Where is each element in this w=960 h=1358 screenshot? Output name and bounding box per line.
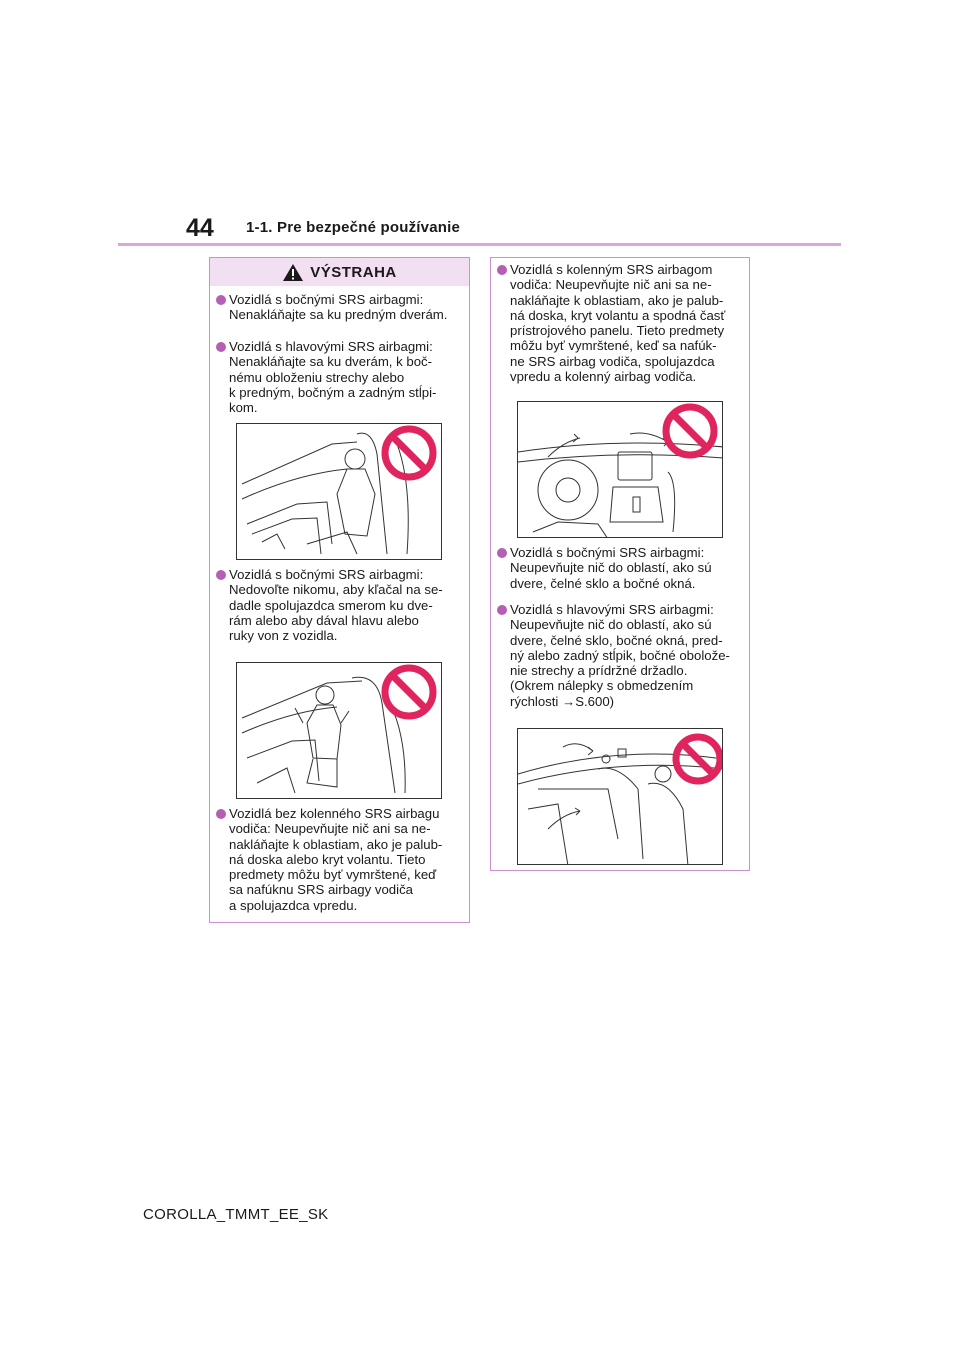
bullet-dot-icon [216,295,226,305]
footer-doc-code: COROLLA_TMMT_EE_SK [143,1206,329,1223]
bullet-dot-icon [497,265,507,275]
warning-box-right [490,257,750,871]
warning-header [210,258,469,286]
prohibited-sign-icon [385,668,433,716]
warning-box-left [209,257,470,923]
list-item-text: Vozidlá s bočnými SRS airbagmi: Nenakláňajte sa ku predným dverám. [229,292,448,323]
bullet-dot-icon [216,570,226,580]
bullet-dot-icon [497,548,507,558]
illustration-dashboard [517,401,723,538]
list-item [216,806,466,913]
list-item [216,339,466,415]
warning-title: VÝSTRAHA [310,263,397,281]
illustration-kneeling-seat [236,662,442,799]
list-item-text: Vozidlá s hlavovými SRS airbagmi: Neupevňujte nič do oblastí, ako sú dvere, čelné sklo, bočné okná, pred- ný alebo zadný stĺpik, bočné obolože- nie strechy a prídržné držadlo. (Okrem nálepky s obmedzením rýchlosti →S.600) [510,602,730,709]
illustration-cabin-interior [517,728,723,865]
list-item-text: Vozidlá s kolenným SRS airbagom vodiča: Neupevňujte nič ani sa ne- nakláňajte k oblastiam, ako je palub- ná doska, kryt volantu a spodná časť prístrojového panelu. Tieto predmety môžu byť vymrštené, keď sa nafúk- ne SRS airbag vodiča, spolujazdca vpredu a kolenný airbag vodiča. [510,262,726,385]
list-item-text: Vozidlá s bočnými SRS airbagmi: Neupevňujte nič do oblastí, ako sú dvere, čelné sklo a bočné okná. [510,545,712,591]
list-item-text: Vozidlá bez kolenného SRS airbagu vodiča: Neupevňujte nič ani sa ne- nakláňajte k oblastiam, ako je palub- ná doska alebo kryt volantu. Tieto predmety môžu byť vymrštené, keď sa nafúknu SRS airbagy vodiča a spolujazdca vpredu. [229,806,443,913]
illustration-leaning-door [236,423,442,560]
list-item [497,602,747,709]
page-number: 44 [186,214,214,242]
list-item [497,545,747,591]
warning-triangle-icon [282,263,304,282]
bullet-dot-icon [216,809,226,819]
list-item-text: Vozidlá s bočnými SRS airbagmi: Nedovoľte nikomu, aby kľačal na se- dadle spolujazdca smerom ku dve- rám alebo aby dával hlavu alebo ruky von z vozidla. [229,567,443,644]
prohibited-sign-icon [385,429,433,477]
list-item [216,567,466,643]
section-title: 1-1. Pre bezpečné používanie [246,219,461,236]
list-item-text: Vozidlá s hlavovými SRS airbagmi: Nenakláňajte sa ku dverám, k boč- nému obloženiu strechy alebo k predným, bočným a zadným stĺpi- kom. [229,339,437,416]
list-item [216,292,466,323]
bullet-dot-icon [216,342,226,352]
bullet-dot-icon [497,605,507,615]
prohibited-sign-icon [676,737,720,781]
list-item [497,262,747,384]
header-rule [118,243,841,246]
prohibited-sign-icon [666,407,714,455]
